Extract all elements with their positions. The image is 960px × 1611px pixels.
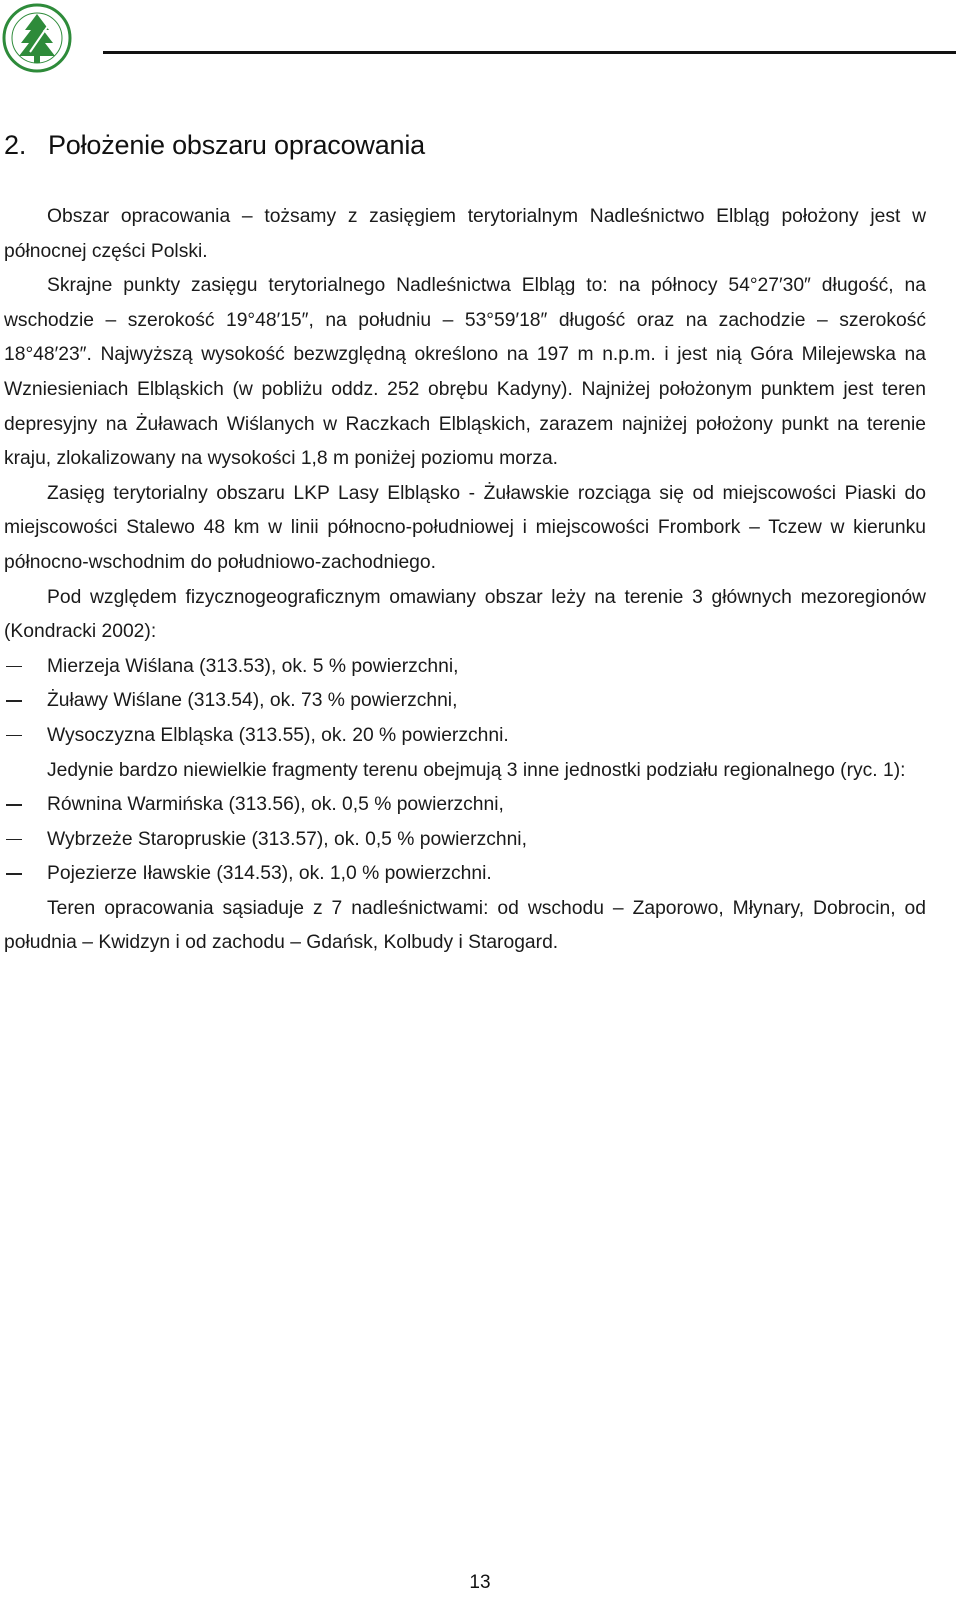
section-heading [4, 130, 425, 161]
dash-bullet-icon [6, 666, 22, 668]
dash-bullet-icon [6, 839, 22, 841]
paragraph-other-units: Jedynie bardzo niewielkie fragmenty terenu obejmują 3 inne jednostki podziału regionalnego (ryc. 1): [47, 759, 906, 781]
header-rule [103, 51, 956, 54]
list-item-text: Wysoczyzna Elbląska (313.55), ok. 20 % powierzchni. [47, 724, 509, 746]
dash-bullet-icon [6, 804, 22, 806]
list-item-text: Równina Warmińska (313.56), ok. 0,5 % powierzchni, [47, 794, 504, 816]
dash-bullet-icon [6, 700, 22, 702]
section-number: 2. [4, 130, 27, 160]
dash-bullet-icon [6, 873, 22, 875]
paragraph-intro: Obszar opracowania – tożsamy z zasięgiem terytorialnym Nadleśnictwo Elbląg położony jest w północnej części Polski. [4, 206, 926, 262]
paragraph-range: Zasięg terytorialny obszaru LKP Lasy Elbląsko - Żuławskie rozciąga się od miejscowości Piaski do miejscowości Stalewo 48 km w linii północno-południowej i miejscowości Frombork – Tczew w kierunku północno-wschodnim do południowo-zachodniego. [4, 482, 926, 573]
page-number: 13 [469, 1572, 491, 1593]
section-title: Położenie obszaru opracowania [48, 130, 425, 160]
other-units-list [4, 788, 926, 892]
list-item [4, 857, 926, 892]
dash-bullet-icon [6, 735, 22, 737]
forest-service-logo-icon [0, 2, 76, 74]
paragraph-mesoregions: Pod względem fizycznogeograficznym omawiany obszar leży na terenie 3 głównych mezoregionów (Kondracki 2002): [4, 586, 926, 643]
paragraph-neighbours: Teren opracowania sąsiaduje z 7 nadleśnictwami: od wschodu – Zaporowo, Młynary, Dobrocin, od południa – Kwidzyn i od zachodu – Gdańsk, Kolbudy i Starogard. [4, 897, 926, 954]
list-item [4, 823, 926, 858]
paragraph-extreme-points: Skrajne punkty zasięgu terytorialnego Nadleśnictwa Elbląg to: na północy 54°27′30″ długość, na wschodzie – szerokość 19°48′15″, na południu – 53°59′18″ długość oraz na zachodzie – szerokość 18°48′23″. Najwyższą wysokość bezwzględną określono na 197 m n.p.m. i jest nią Góra Milejewska na Wzniesieniach Elbląskich (w pobliżu oddz. 252 obrębu Kadyny). Najniżej położonym punktem jest teren depresyjny na Żuławach Wiślanych w Raczkach Elbląskich, zarazem najniżej położony punkt na terenie kraju, zlokalizowany na wysokości 1,8 m poniżej poziomu morza. [4, 275, 926, 470]
list-item [4, 650, 926, 685]
list-item [4, 788, 926, 823]
list-item-text: Żuławy Wiślane (313.54), ok. 73 % powierzchni, [47, 690, 458, 712]
list-item-text: Pojezierze Iławskie (314.53), ok. 1,0 % powierzchni. [47, 863, 492, 885]
list-item-text: Mierzeja Wiślana (313.53), ok. 5 % powierzchni, [47, 655, 459, 677]
list-item [4, 719, 926, 754]
list-item-text: Wybrzeże Staropruskie (313.57), ok. 0,5 % powierzchni, [47, 828, 527, 850]
list-item [4, 684, 926, 719]
document-body [4, 200, 926, 961]
mesoregion-list [4, 650, 926, 754]
